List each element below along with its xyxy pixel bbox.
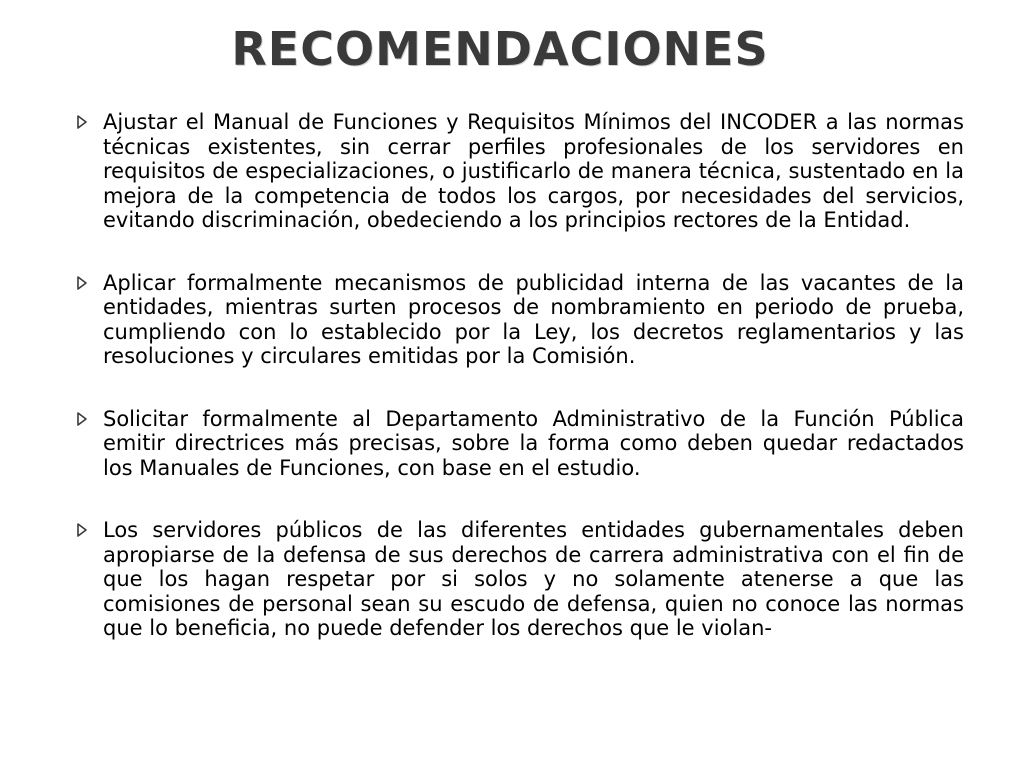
bullet-item [76, 407, 964, 481]
bullet-text: Aplicar formalmente mecanismos de publicidad interna de las vacantes de la entidades, mientras surten procesos de nombramiento en periodo de prueba, cumpliendo con lo establecido por la Ley, los decretos reglamentarios y las resoluciones y circulares emitidas por la Comisión. [103, 270, 964, 368]
slide-title: RECOMENDACIONES [231, 22, 769, 76]
triangle-right-icon [76, 522, 88, 538]
bullet-text: Ajustar el Manual de Funciones y Requisitos Mínimos del INCODER a las normas técnicas existentes, sin cerrar perfiles profesionales de los servidores en requisitos de especializaciones, o justificarlo de manera técnica, sustentado en la mejora de la competencia de todos los cargos, por necesidades del servicios, evitando discriminación, obedeciendo a los principios rectores de la Entidad. [103, 110, 964, 232]
triangle-right-icon [76, 275, 88, 291]
bullet-item [76, 518, 964, 641]
bullet-text: Solicitar formalmente al Departamento Administrativo de la Función Pública emitir directrices más precisas, sobre la forma como deben quedar redactados los Manuales de Funciones, con base en el estudio. [103, 406, 964, 480]
triangle-right-icon [76, 114, 88, 130]
triangle-right-icon [76, 411, 88, 427]
bullet-item [76, 271, 964, 369]
bullet-list [76, 110, 964, 641]
bullet-item [76, 110, 964, 233]
bullet-text: Los servidores públicos de las diferentes entidades gubernamentales deben apropiarse de la defensa de sus derechos de carrera administrativa con el fin de que los hagan respetar por si solos y no solamente atenerse a que las comisiones de personal sean su escudo de defensa, quien no conoce las normas que lo beneficia, no puede defender los derechos que le violan- [103, 518, 964, 640]
